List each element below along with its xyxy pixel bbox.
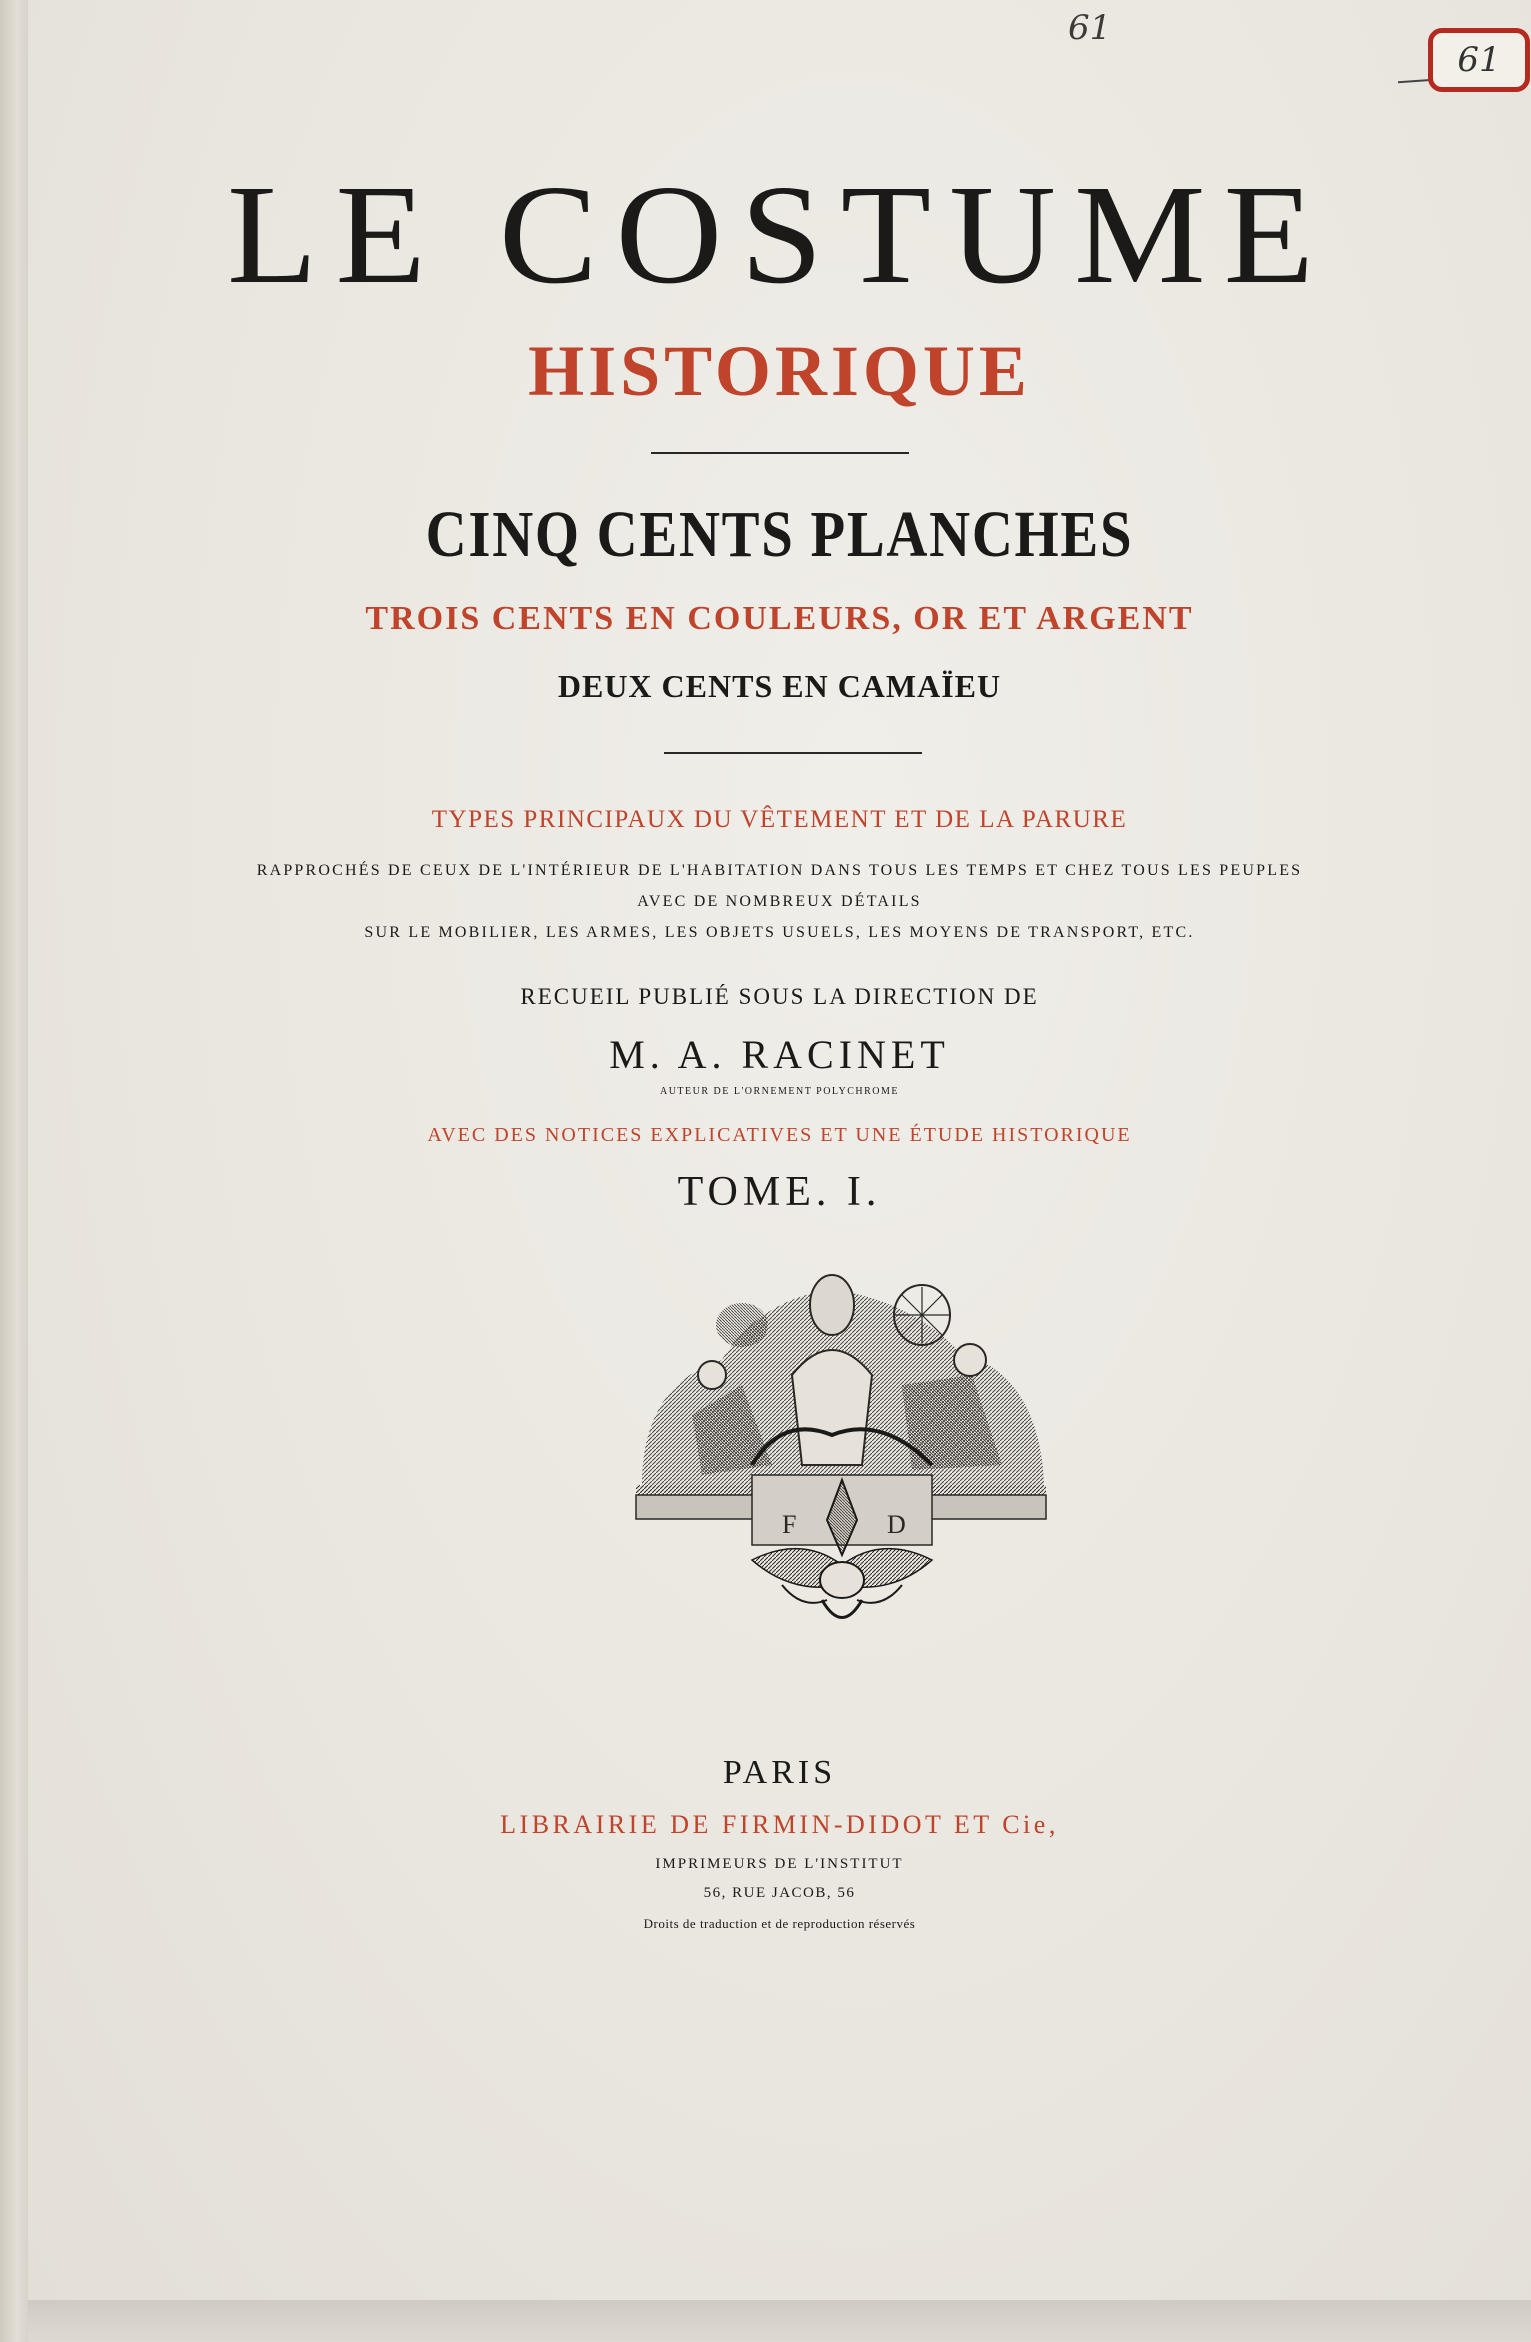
publisher-vignette xyxy=(632,1265,1052,1645)
monogram-right: D xyxy=(887,1510,906,1539)
page-bottom-edge xyxy=(28,2300,1531,2342)
imprint-rights: Droits de traduction et de reproduction réservés xyxy=(643,1916,916,1931)
description-line-2: AVEC DE NOMBREUX DÉTAILS xyxy=(637,893,922,910)
title-page xyxy=(28,0,1531,2300)
editor-intro: RECUEIL PUBLIÉ SOUS LA DIRECTION DE xyxy=(520,984,1039,1009)
imprint-address: 56, RUE JACOB, 56 xyxy=(703,1885,856,1901)
editor-credit: AUTEUR DE L'ORNEMENT POLYCHROME xyxy=(659,1086,900,1097)
imprint-publisher: LIBRAIRIE DE FIRMIN-DIDOT ET Cie, xyxy=(500,1810,1059,1839)
divider-middle xyxy=(664,752,922,754)
title-sub: HISTORIQUE xyxy=(528,331,1031,411)
plates-camaieu: DEUX CENTS EN CAMAÏEU xyxy=(557,668,1002,704)
shelf-label-number: 61 xyxy=(1457,40,1501,80)
monogram-left: F xyxy=(782,1510,797,1539)
title-main: LE COSTUME xyxy=(227,156,1332,314)
description-line-1: RAPPROCHÉS DE CEUX DE L'INTÉRIEUR DE L'HABITATION DANS TOUS LES TEMPS ET CHEZ TOUS LES PEUPLES xyxy=(256,862,1303,879)
imprint-city: PARIS xyxy=(722,1754,837,1791)
imprint-printers: IMPRIMEURS DE L'INSTITUT xyxy=(655,1856,904,1872)
plates-colors: TROIS CENTS EN COULEURS, OR ET ARGENT xyxy=(365,600,1194,637)
shelf-label xyxy=(1428,28,1530,92)
book-binding xyxy=(0,0,28,2342)
types-heading: TYPES PRINCIPAUX DU VÊTEMENT ET DE LA PARURE xyxy=(431,806,1128,833)
notes-line: AVEC DES NOTICES EXPLICATIVES ET UNE ÉTUDE HISTORIQUE xyxy=(427,1124,1132,1146)
volume-number: TOME. I. xyxy=(677,1169,882,1215)
divider-top xyxy=(651,452,909,454)
pencil-annotation: 61 xyxy=(1068,8,1112,48)
plates-heading: CINQ CENTS PLANCHES xyxy=(425,498,1134,571)
editor-name: M. A. RACINET xyxy=(609,1032,950,1077)
description-line-3: SUR LE MOBILIER, LES ARMES, LES OBJETS USUELS, LES MOYENS DE TRANSPORT, ETC. xyxy=(364,924,1195,941)
